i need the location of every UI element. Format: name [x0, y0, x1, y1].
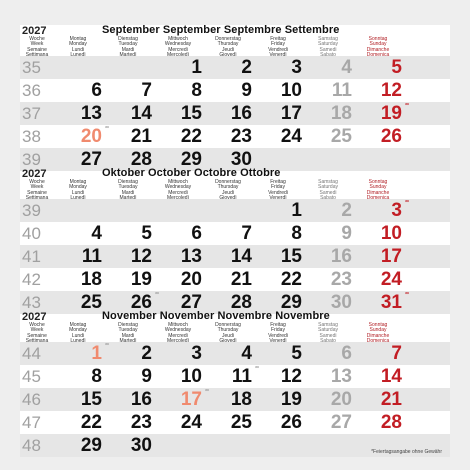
weekday-label-line: Jeudi [222, 189, 234, 196]
day-number: 19 [380, 103, 402, 124]
weekday-label-line: Sunday [369, 184, 387, 191]
weekday-label-line: Tuesday [118, 327, 138, 334]
week-number: 48 [22, 436, 41, 455]
day-cell [254, 125, 302, 148]
day-cell [354, 102, 409, 125]
weekday-label-line: Samstag [318, 179, 338, 185]
week-number: 40 [22, 224, 41, 243]
day-cell [354, 342, 402, 365]
month-title: November November Novembre Novembre [102, 310, 330, 322]
day-number: 14 [130, 103, 152, 124]
weekday-label-line: Samedi [319, 46, 337, 53]
day-number: 5 [391, 57, 402, 78]
day-number: 8 [291, 223, 302, 244]
week-row [20, 56, 450, 79]
day-cell [354, 365, 402, 388]
weekday-label-line: Friday [271, 184, 285, 191]
day-number: 2 [341, 200, 352, 221]
day-cell [254, 388, 302, 411]
weekday-label-line: Samedi [319, 189, 337, 196]
day-number: 28 [230, 292, 252, 313]
day-number: 20 [330, 389, 352, 410]
day-number: 18 [230, 389, 252, 410]
day-number: 20 [80, 126, 102, 147]
weekday-label-line: Mardi [121, 332, 135, 339]
day-number: 22 [80, 412, 102, 433]
day-number: 12 [280, 366, 302, 387]
day-cell [104, 411, 152, 434]
day-cell [304, 342, 352, 365]
day-cell [104, 102, 152, 125]
weekday-label-line: Jeudi [222, 46, 234, 53]
day-cell [304, 222, 352, 245]
week-label-line: Week [30, 184, 44, 191]
month-header [20, 25, 450, 55]
week-number: 41 [22, 247, 41, 266]
day-cell [304, 79, 352, 102]
weekday-label-line: Saturday [317, 327, 338, 334]
week-number: 37 [22, 104, 41, 123]
week-row [20, 411, 450, 434]
day-number: 17 [180, 389, 202, 410]
day-number: 24 [280, 126, 302, 147]
day-cell [354, 222, 402, 245]
day-cell [254, 102, 302, 125]
day-number: 13 [80, 103, 102, 124]
day-cell [254, 222, 302, 245]
weekday-label-line: Montag [69, 179, 87, 185]
weekday-label-line: Samstag [318, 322, 338, 328]
day-cell [104, 342, 152, 365]
day-cell [154, 56, 202, 79]
day-cell [354, 79, 402, 102]
day-cell [104, 245, 152, 268]
day-number: 17 [280, 103, 302, 124]
day-number: 16 [330, 246, 352, 267]
week-label-line: Semaine [27, 46, 47, 53]
day-cell [304, 268, 352, 291]
weekday-label-line: Monday [69, 41, 87, 48]
day-cell [154, 342, 202, 365]
holiday-mark: ** [255, 366, 259, 372]
week-row [20, 342, 450, 365]
day-cell [304, 365, 352, 388]
day-number: 5 [141, 223, 152, 244]
day-cell [304, 245, 352, 268]
weekday-label-line: Donnerstag [215, 36, 241, 42]
day-cell [204, 411, 252, 434]
weekday-label-line: Freitag [270, 322, 286, 328]
day-cell [254, 365, 302, 388]
day-number: 27 [180, 292, 202, 313]
day-number: 15 [280, 246, 302, 267]
footer-note: *Feiertagsangabe ohne Gewähr [371, 449, 442, 455]
weekday-label-line: Friday [271, 41, 285, 48]
week-label-line: Week [30, 41, 44, 48]
day-number: 7 [141, 80, 152, 101]
day-cell [354, 388, 402, 411]
day-number: 13 [330, 366, 352, 387]
weekday-label-line: Monday [69, 184, 87, 191]
day-number: 27 [80, 149, 102, 170]
weekday-label-line: Donnerstag [215, 322, 241, 328]
day-cell [154, 388, 209, 411]
day-number: 9 [141, 366, 152, 387]
holiday-mark: ** [205, 389, 209, 395]
day-number: 10 [180, 366, 202, 387]
day-cell [104, 125, 152, 148]
week-row [20, 365, 450, 388]
weekday-label-line: Mercredi [168, 46, 188, 53]
week-number: 36 [22, 81, 41, 100]
day-cell [354, 56, 402, 79]
day-cell [104, 434, 152, 457]
week-row [20, 199, 450, 222]
holiday-mark: ** [405, 200, 409, 206]
weekday-label-line: Saturday [317, 184, 338, 191]
weekday-label-line: Mardi [121, 46, 135, 53]
weekday-label-line: Wednesday [164, 184, 192, 191]
day-number: 29 [180, 149, 202, 170]
day-cell [54, 434, 102, 457]
day-number: 6 [341, 343, 352, 364]
day-number: 3 [391, 200, 402, 221]
day-number: 30 [330, 292, 352, 313]
weekday-label-line: Sunday [369, 41, 387, 48]
week-label-line: Week [30, 327, 44, 334]
month-block [20, 25, 450, 168]
day-cell [254, 342, 302, 365]
weekday-label-line: Montag [69, 322, 87, 328]
week-row [20, 79, 450, 102]
day-cell [304, 199, 352, 222]
day-cell [154, 245, 202, 268]
holiday-mark: ** [405, 103, 409, 109]
day-number: 3 [191, 343, 202, 364]
month-header [20, 311, 450, 341]
week-label-line: Semaine [27, 189, 47, 196]
weekday-label-line: Sonntag [368, 179, 388, 185]
weekday-label-line: Samedi [319, 332, 337, 339]
day-cell [154, 125, 202, 148]
weekday-label-line: Mittwoch [168, 179, 188, 185]
day-number: 16 [130, 389, 152, 410]
day-number: 25 [230, 412, 252, 433]
day-cell [154, 222, 202, 245]
week-row [20, 102, 450, 125]
year-label: 2027 [22, 311, 47, 323]
holiday-mark: ** [105, 126, 109, 132]
day-cell [104, 268, 152, 291]
weekday-label-line: Thursday [217, 41, 239, 48]
day-cell [304, 411, 352, 434]
week-number: 39 [22, 150, 41, 169]
year-label: 2027 [22, 25, 47, 37]
day-cell [254, 245, 302, 268]
day-cell [54, 342, 109, 365]
day-number: 12 [380, 80, 402, 101]
day-number: 28 [380, 412, 402, 433]
day-cell [54, 411, 102, 434]
weekday-label-line: Freitag [270, 179, 286, 185]
day-cell [204, 102, 252, 125]
day-number: 5 [291, 343, 302, 364]
day-cell [54, 79, 102, 102]
year-label: 2027 [22, 168, 47, 180]
day-cell [204, 268, 252, 291]
weekday-label-line: Wednesday [164, 41, 192, 48]
week-number: 39 [22, 201, 41, 220]
weekday-label-line: Sonntag [368, 36, 388, 42]
weekday-label-line: Sunday [369, 327, 387, 334]
day-number: 14 [380, 366, 402, 387]
calendar-sheet [20, 25, 450, 457]
day-cell [204, 125, 252, 148]
week-number: 46 [22, 390, 41, 409]
month-header [20, 168, 450, 198]
day-cell [204, 365, 259, 388]
day-number: 28 [130, 149, 152, 170]
weekday-label-line: Dimanche [366, 332, 390, 339]
day-cell [354, 411, 402, 434]
day-cell [54, 222, 102, 245]
holiday-mark: ** [405, 292, 409, 298]
weekday-label-line: Lundi [71, 46, 85, 53]
weekday-label-line: Mardi [121, 189, 135, 196]
weekday-label-line: Vendredi [268, 46, 288, 53]
day-cell [254, 56, 302, 79]
weekday-label-line: Mercredi [168, 332, 188, 339]
day-cell [204, 245, 252, 268]
day-number: 18 [80, 269, 102, 290]
day-cell [54, 268, 102, 291]
week-label-line: Woche [29, 322, 45, 328]
week-number: 47 [22, 413, 41, 432]
day-number: 15 [180, 103, 202, 124]
day-number: 7 [391, 343, 402, 364]
day-number: 22 [180, 126, 202, 147]
day-cell [304, 102, 352, 125]
day-number: 31 [380, 292, 402, 313]
day-cell [204, 388, 252, 411]
day-number: 1 [191, 57, 202, 78]
day-cell [104, 79, 152, 102]
day-cell [154, 268, 202, 291]
weekday-label-line: Tuesday [118, 184, 138, 191]
weekday-label-line: Dienstag [118, 36, 138, 42]
day-number: 6 [191, 223, 202, 244]
day-number: 13 [180, 246, 202, 267]
day-number: 6 [91, 80, 102, 101]
weekday-label-line: Samstag [318, 36, 338, 42]
weekday-label-line: Monday [69, 327, 87, 334]
day-cell [54, 102, 102, 125]
weekday-label-line: Vendredi [268, 332, 288, 339]
day-number: 7 [241, 223, 252, 244]
day-cell [54, 388, 102, 411]
day-number: 25 [80, 292, 102, 313]
week-number: 43 [22, 293, 41, 312]
weekday-label-line: Jeudi [222, 332, 234, 339]
weekday-label-line: Tuesday [118, 41, 138, 48]
day-number: 21 [230, 269, 252, 290]
day-cell [54, 125, 109, 148]
week-number: 35 [22, 58, 41, 77]
week-number: 42 [22, 270, 41, 289]
day-number: 18 [330, 103, 352, 124]
day-number: 8 [91, 366, 102, 387]
day-number: 30 [130, 435, 152, 456]
weekday-label-line: Thursday [217, 184, 239, 191]
day-number: 10 [280, 80, 302, 101]
weekday-label-line: Dimanche [366, 189, 390, 196]
day-cell [154, 365, 202, 388]
day-number: 4 [341, 57, 352, 78]
day-cell [304, 56, 352, 79]
month-title: Oktober October Octobre Ottobre [102, 167, 281, 179]
day-number: 23 [130, 412, 152, 433]
day-number: 19 [130, 269, 152, 290]
month-block [20, 311, 450, 454]
holiday-mark: ** [155, 292, 159, 298]
day-number: 22 [280, 269, 302, 290]
day-cell [104, 388, 152, 411]
week-row [20, 388, 450, 411]
weekday-label-line: Freitag [270, 36, 286, 42]
weekday-label-line: Mittwoch [168, 36, 188, 42]
day-number: 23 [230, 126, 252, 147]
day-number: 11 [331, 80, 352, 101]
day-cell [54, 245, 102, 268]
weekday-label-line: Wednesday [164, 327, 192, 334]
day-number: 4 [241, 343, 252, 364]
weekday-label-line: Vendredi [268, 189, 288, 196]
day-cell [54, 365, 102, 388]
day-cell [254, 79, 302, 102]
week-number: 45 [22, 367, 41, 386]
day-number: 25 [330, 126, 352, 147]
day-number: 9 [341, 223, 352, 244]
weekday-label-line: Sonntag [368, 322, 388, 328]
day-cell [204, 56, 252, 79]
day-number: 11 [81, 246, 102, 267]
day-cell [154, 102, 202, 125]
day-cell [254, 199, 302, 222]
holiday-mark: ** [105, 343, 109, 349]
weekday-label-line: Mittwoch [168, 322, 188, 328]
weekday-label-line: Thursday [217, 327, 239, 334]
day-cell [354, 245, 402, 268]
day-number: 23 [330, 269, 352, 290]
weekday-label-line: Friday [271, 327, 285, 334]
weekday-label-line: Lundi [71, 189, 85, 196]
day-number: 26 [280, 412, 302, 433]
day-cell [254, 268, 302, 291]
weekday-label-line: Mercredi [168, 189, 188, 196]
day-number: 2 [141, 343, 152, 364]
day-number: 14 [230, 246, 252, 267]
day-number: 9 [241, 80, 252, 101]
day-number: 12 [130, 246, 152, 267]
weekday-label-line: Dienstag [118, 179, 138, 185]
weekday-label-line: Donnerstag [215, 179, 241, 185]
day-number: 27 [330, 412, 352, 433]
day-number: 8 [191, 80, 202, 101]
weekday-label-line: Saturday [317, 41, 338, 48]
day-number: 3 [291, 57, 302, 78]
week-row [20, 125, 450, 148]
day-number: 16 [230, 103, 252, 124]
day-number: 4 [91, 223, 102, 244]
weekday-label-line: Lundi [71, 332, 85, 339]
day-number: 15 [80, 389, 102, 410]
day-number: 19 [280, 389, 302, 410]
day-number: 30 [230, 149, 252, 170]
week-label-line: Semaine [27, 332, 47, 339]
day-cell [354, 268, 402, 291]
day-cell [204, 79, 252, 102]
day-number: 20 [180, 269, 202, 290]
day-number: 29 [80, 435, 102, 456]
week-row [20, 268, 450, 291]
weekday-label-line: Montag [69, 36, 87, 42]
day-cell [354, 199, 409, 222]
week-number: 38 [22, 127, 41, 146]
week-number: 44 [22, 344, 41, 363]
day-cell [104, 222, 152, 245]
day-number: 21 [130, 126, 152, 147]
week-label-line: Woche [29, 179, 45, 185]
day-number: 26 [130, 292, 152, 313]
week-row [20, 222, 450, 245]
day-number: 2 [241, 57, 252, 78]
day-cell [154, 411, 202, 434]
day-cell [304, 125, 352, 148]
day-number: 11 [231, 366, 252, 387]
day-cell [304, 388, 352, 411]
week-row [20, 245, 450, 268]
day-number: 29 [280, 292, 302, 313]
weekday-label-line: Dienstag [118, 322, 138, 328]
day-cell [254, 411, 302, 434]
week-label-line: Woche [29, 36, 45, 42]
day-number: 17 [380, 246, 402, 267]
day-number: 10 [380, 223, 402, 244]
day-number: 24 [380, 269, 402, 290]
day-cell [104, 365, 152, 388]
month-title: September September Septembre Settembre [102, 24, 340, 36]
month-block [20, 168, 450, 311]
day-number: 1 [291, 200, 302, 221]
day-number: 26 [380, 126, 402, 147]
day-cell [204, 222, 252, 245]
weekday-label-line: Dimanche [366, 46, 390, 53]
day-cell [354, 125, 402, 148]
day-cell [154, 79, 202, 102]
day-number: 21 [380, 389, 402, 410]
day-number: 24 [180, 412, 202, 433]
day-number: 1 [91, 343, 102, 364]
day-cell [204, 342, 252, 365]
